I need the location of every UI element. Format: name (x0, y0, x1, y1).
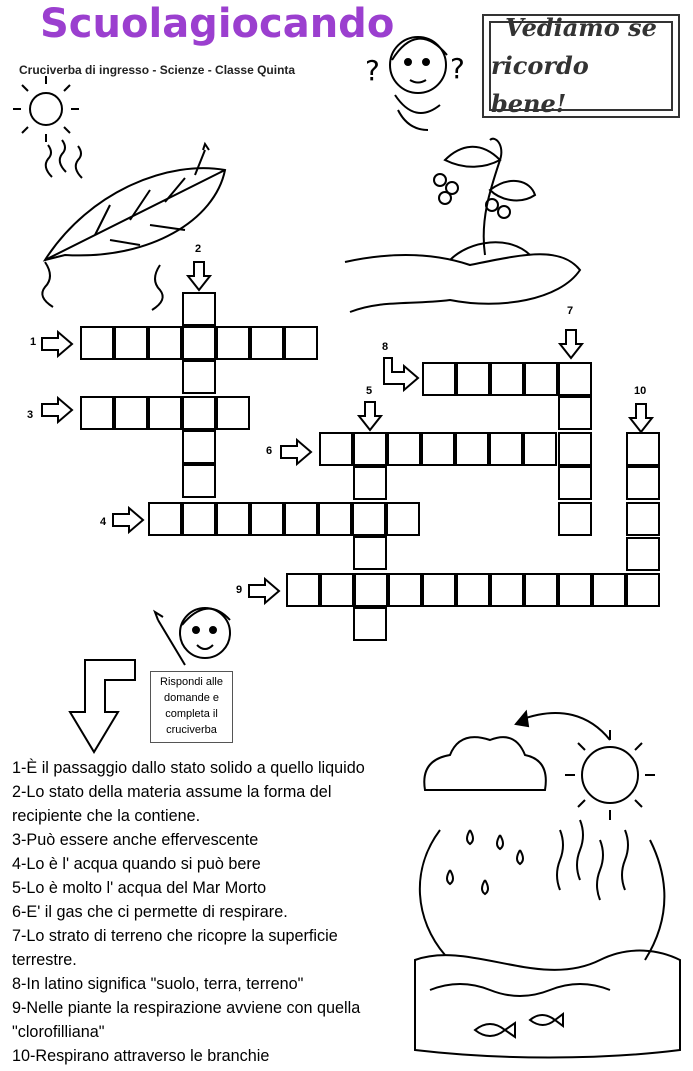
clue-number-4: 4 (100, 516, 107, 528)
note-line: cruciverba (166, 724, 217, 736)
arrow-down-small-icon (630, 404, 652, 432)
stamp-line-2: ricordo bene! (491, 51, 589, 118)
stamp-line-1: Vediamo se (505, 13, 657, 42)
clue-7: 7-Lo strato di terreno che ricopre la superficie terrestre. (12, 927, 338, 969)
clue-8: 8-In latino significa "suolo, terra, terreno" (12, 975, 304, 993)
arrow-down-small-icon (188, 262, 210, 290)
clue-number-6: 6 (266, 445, 273, 457)
clue-3: 3-Può essere anche effervescente (12, 831, 259, 849)
brand-title: Scuolagiocando (40, 1, 395, 47)
svg-text:?: ? (365, 54, 380, 87)
arrow-down-small-icon (359, 402, 381, 430)
clue-number-10: 10 (634, 385, 647, 397)
arrow-right-icon (42, 398, 72, 422)
note-line: domande e (163, 692, 220, 704)
clue-list (12, 756, 432, 1068)
clue-2: 2-Lo stato della materia assume la forma del recipiente che la contiene. (12, 783, 332, 825)
clue-10: 10-Respirano attraverso le branchie (12, 1047, 270, 1065)
clue-number-5: 5 (366, 385, 373, 397)
arrow-right-icon (281, 440, 311, 464)
arrow-right-icon (42, 332, 72, 356)
arrow-bent-icon (384, 358, 418, 390)
arrow-right-icon (113, 508, 143, 532)
clue-6: 6-E' il gas che ci permette di respirare. (12, 903, 288, 921)
clue-1: 1-È il passaggio dallo stato solido a quello liquido (12, 759, 365, 777)
svg-text:?: ? (450, 52, 465, 85)
clue-number-2: 2 (195, 243, 202, 255)
arrow-right-icon (249, 579, 279, 603)
clue-5: 5-Lo è molto l' acqua del Mar Morto (12, 879, 267, 897)
clue-4: 4-Lo è l' acqua quando si può bere (12, 855, 261, 873)
clue-number-8: 8 (382, 341, 389, 353)
instruction-note (150, 671, 233, 743)
clue-number-9: 9 (236, 584, 243, 596)
clue-number-3: 3 (27, 409, 34, 421)
clue-9: 9-Nelle piante la respirazione avviene con quella "clorofilliana" (12, 999, 361, 1041)
clue-number-1: 1 (30, 336, 37, 348)
worksheet-subtitle: Cruciverba di ingresso - Scienze - Classe Quinta (19, 63, 296, 77)
arrow-down-small-icon (560, 330, 582, 358)
note-line: Rispondi alle (160, 676, 223, 688)
clue-number-7: 7 (567, 305, 574, 317)
note-line: completa il (165, 708, 218, 720)
